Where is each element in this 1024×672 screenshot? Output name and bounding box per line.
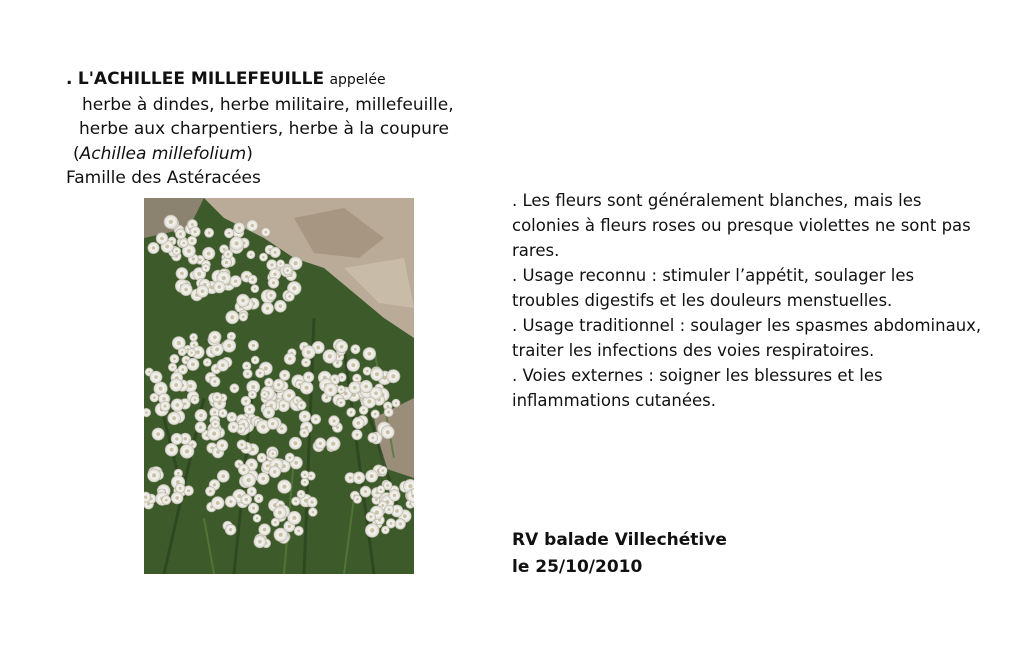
facts-list: [512, 188, 982, 413]
plant-photo: [144, 198, 414, 574]
common-names-line-2: herbe aux charpentiers, herbe à la coupure: [79, 119, 449, 139]
latin-close-paren: ): [246, 143, 253, 164]
family-line: Famille des Astéracées: [66, 168, 261, 188]
walk-date: le 25/10/2010: [512, 557, 643, 577]
fact-external-use: . Voies externes : soigner les blessures et les inflammations cutanées.: [512, 366, 883, 410]
fact-flowers: . Les fleurs sont généralement blanches, mais les colonies à fleurs roses ou presque violettes ne sont pas rares.: [512, 191, 971, 260]
fact-traditional-use: . Usage traditionnel : soulager les spasmes abdominaux, traiter les infections des voies respiratoires.: [512, 316, 982, 360]
latin-name-line: [66, 142, 496, 167]
walk-rendezvous: [512, 527, 727, 581]
title-bullet: .: [66, 69, 73, 89]
walk-location: RV balade Villechétive: [512, 530, 727, 550]
common-names-line-1: herbe à dindes, herbe militaire, millefeuille,: [82, 94, 454, 115]
title-line: [66, 67, 496, 93]
fact-recognized-use: . Usage reconnu : stimuler l’appétit, soulager les troubles digestifs et les douleurs menstuelles.: [512, 266, 915, 310]
plant-name: L'ACHILLEE MILLEFEUILLE: [77, 69, 325, 89]
yarrow-flowers-image: [144, 198, 414, 574]
title-block: [66, 67, 496, 191]
latin-open-paren: (: [73, 143, 80, 164]
called-label: appelée: [329, 72, 386, 88]
latin-name: Achillea millefolium: [79, 143, 247, 164]
